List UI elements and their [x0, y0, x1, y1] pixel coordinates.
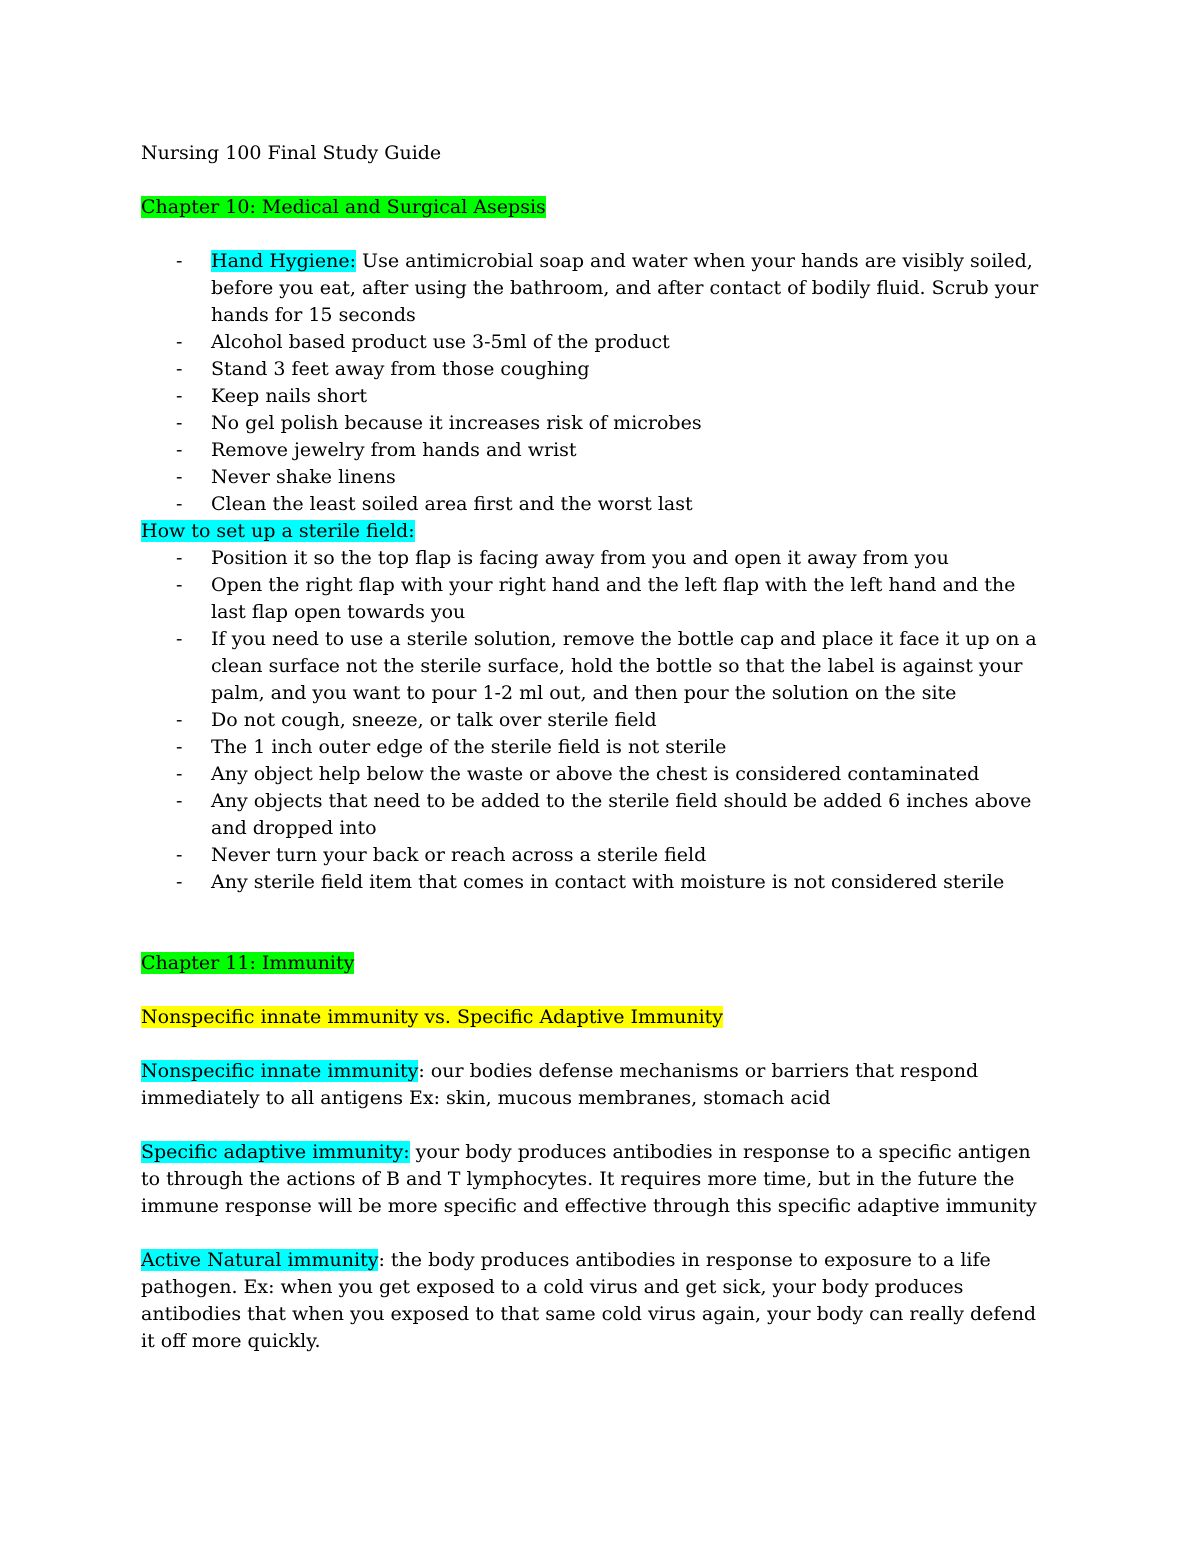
- term-active-natural: Active Natural immunity: [141, 1249, 379, 1271]
- list-item: - Stand 3 feet away from those coughing: [211, 356, 1050, 383]
- document-title: Nursing 100 Final Study Guide: [141, 142, 442, 164]
- list-item: - Keep nails short: [211, 383, 1050, 410]
- hand-hygiene-label: Hand Hygiene:: [211, 250, 357, 272]
- sterile-field-heading-text: How to set up a sterile field:: [141, 520, 415, 542]
- chapter-10-heading: [141, 194, 1050, 221]
- list-item: - Do not cough, sneeze, or talk over sterile field: [211, 707, 1050, 734]
- list-item: - The 1 inch outer edge of the sterile field is not sterile: [211, 734, 1050, 761]
- chapter-11-heading-text: Chapter 11: Immunity: [141, 952, 355, 974]
- list-item: - Remove jewelry from hands and wrist: [211, 437, 1050, 464]
- immunity-subheading-text: Nonspecific innate immunity vs. Specific Adaptive Immunity: [141, 1006, 724, 1028]
- list-item: - Any sterile field item that comes in contact with moisture is not considered sterile: [211, 869, 1050, 896]
- list-item: - If you need to use a sterile solution, remove the bottle cap and place it face it up on a clean surface not the sterile surface, hold the bottle so that the label is against your palm, and you want to pour 1-2 ml out, and then pour the solution on the site: [211, 626, 1050, 707]
- list-item-hand-hygiene: [211, 248, 1050, 329]
- paragraph-active-natural: [141, 1247, 1050, 1355]
- list-item: - Any object help below the waste or above the chest is considered contaminated: [211, 761, 1050, 788]
- list-item: - No gel polish because it increases risk of microbes: [211, 410, 1050, 437]
- hand-hygiene-text: Use antimicrobial soap and water when your hands are visibly soiled, before you eat, after using the bathroom, and after contact of bodily fluid. Scrub your hands for 15 seconds: [211, 250, 1039, 326]
- chapter-11-heading: [141, 950, 1050, 977]
- paragraph-specific-adaptive: [141, 1139, 1050, 1220]
- immunity-subheading: [141, 1004, 1050, 1031]
- term-specific-adaptive: Specific adaptive immunity:: [141, 1141, 410, 1163]
- asepsis-list: [141, 248, 1050, 518]
- term-nonspecific-innate: Nonspecific innate immunity: [141, 1060, 419, 1082]
- definition-specific-adaptive: your body produces antibodies in response to a specific antigen to through the actions of B and T lymphocytes. It requires more time, but in the future the immune response will be more specific and effective through this specific adaptive immunity: [141, 1141, 1037, 1217]
- chapter-10-heading-text: Chapter 10: Medical and Surgical Asepsis: [141, 196, 546, 218]
- list-item: - Any objects that need to be added to the sterile field should be added 6 inches above and dropped into: [211, 788, 1050, 842]
- sterile-field-heading: [141, 518, 1050, 545]
- definition-active-natural: : the body produces antibodies in response to exposure to a life pathogen. Ex: when you get exposed to a cold virus and get sick, your body produces antibodies that when you exposed to that same cold virus again, your body can really defend it off more quickly.: [141, 1249, 1037, 1352]
- definition-nonspecific-innate: : our bodies defense mechanisms or barriers that respond immediately to all antigens Ex: skin, mucous membranes, stomach acid: [141, 1060, 979, 1109]
- list-item: - Alcohol based product use 3-5ml of the product: [211, 329, 1050, 356]
- section-spacer: [141, 896, 1050, 950]
- paragraph-nonspecific-innate: [141, 1058, 1050, 1112]
- list-item: - Never shake linens: [211, 464, 1050, 491]
- sterile-field-list: [141, 545, 1050, 896]
- list-item: - Clean the least soiled area first and the worst last: [211, 491, 1050, 518]
- list-item: - Never turn your back or reach across a sterile field: [211, 842, 1050, 869]
- list-item: - Position it so the top flap is facing away from you and open it away from you: [211, 545, 1050, 572]
- list-item: - Open the right flap with your right hand and the left flap with the left hand and the last flap open towards you: [211, 572, 1050, 626]
